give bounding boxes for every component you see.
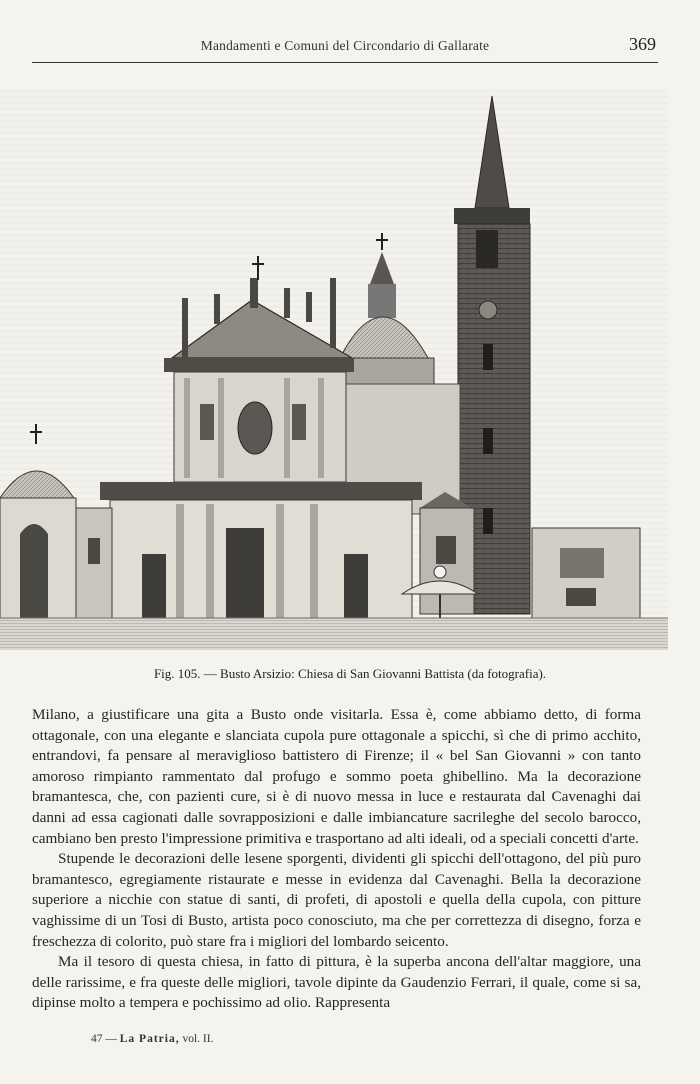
body-text [32, 705, 641, 1014]
paragraph: Stupende le decorazioni delle lesene sporgenti, dividenti gli spicchi dell'ottagono, del più puro bramantesco, egregiamente ristaurate e messe in evidenza dal Cavenaghi. Bella la decorazione superiore a nicchie con statue di santi, di profeti, di apostoli e quella della cupola, con pitture vaghissime di un Tosi di Busto, artista poco conosciuto, ma che per correttezza di disegno, forza e freschezza di colorito, può stare fra i migliori del lombardo seicento. [32, 850, 641, 950]
church-engraving [0, 88, 668, 650]
paragraph: Milano, a giustificare una gita a Busto onde visitarla. Essa è, come abbiamo detto, di forma ottagonale, con una elegante e slanciata cupola pure ottagonale a spicchi, sì che di primo acchito, entrandovi, fa pensare al meraviglioso battistero di Firenze; il « bel San Giovanni » con tanto amoroso rimpianto rammentato dal profugo e sommo poeta ghibellino. Ma la decorazione bramantesca, che, con pazienti cure, si è di nuovo messa in luce e restaurata dal Cavenaghi dai danni ad essa cagionati dalle sovrapposizioni e dalle imbiancature sacrileghe del secolo barocco, cambiano ben presto l'impressione primitiva e trasportano ad alti ideali, od a speciali concetti d'arte. [32, 706, 641, 847]
signature-number: 47 [91, 1033, 103, 1045]
running-title: Mandamenti e Comuni del Circondario di Gallarate [200, 38, 490, 53]
signature-dash: — [105, 1033, 117, 1045]
paragraph: Ma il tesoro di questa chiesa, in fatto di pittura, è la superba ancona dell'altar maggiore, una delle rarissime, e fra queste delle migliori, tavole dipinte da Gaudenzio Ferrari, il quale, come si sa, dipinse molto a tempera e pochissimo ad olio. Rappresenta [32, 953, 641, 1012]
work-title: La Patria, [119, 1033, 180, 1045]
volume-label: vol. II. [182, 1033, 214, 1045]
running-header [32, 34, 658, 63]
footer-signature [91, 1033, 213, 1045]
figure-caption: Fig. 105. — Busto Arsizio: Chiesa di San Giovanni Battista (da fotografia). [153, 666, 547, 681]
page-number: 369 [629, 34, 656, 54]
